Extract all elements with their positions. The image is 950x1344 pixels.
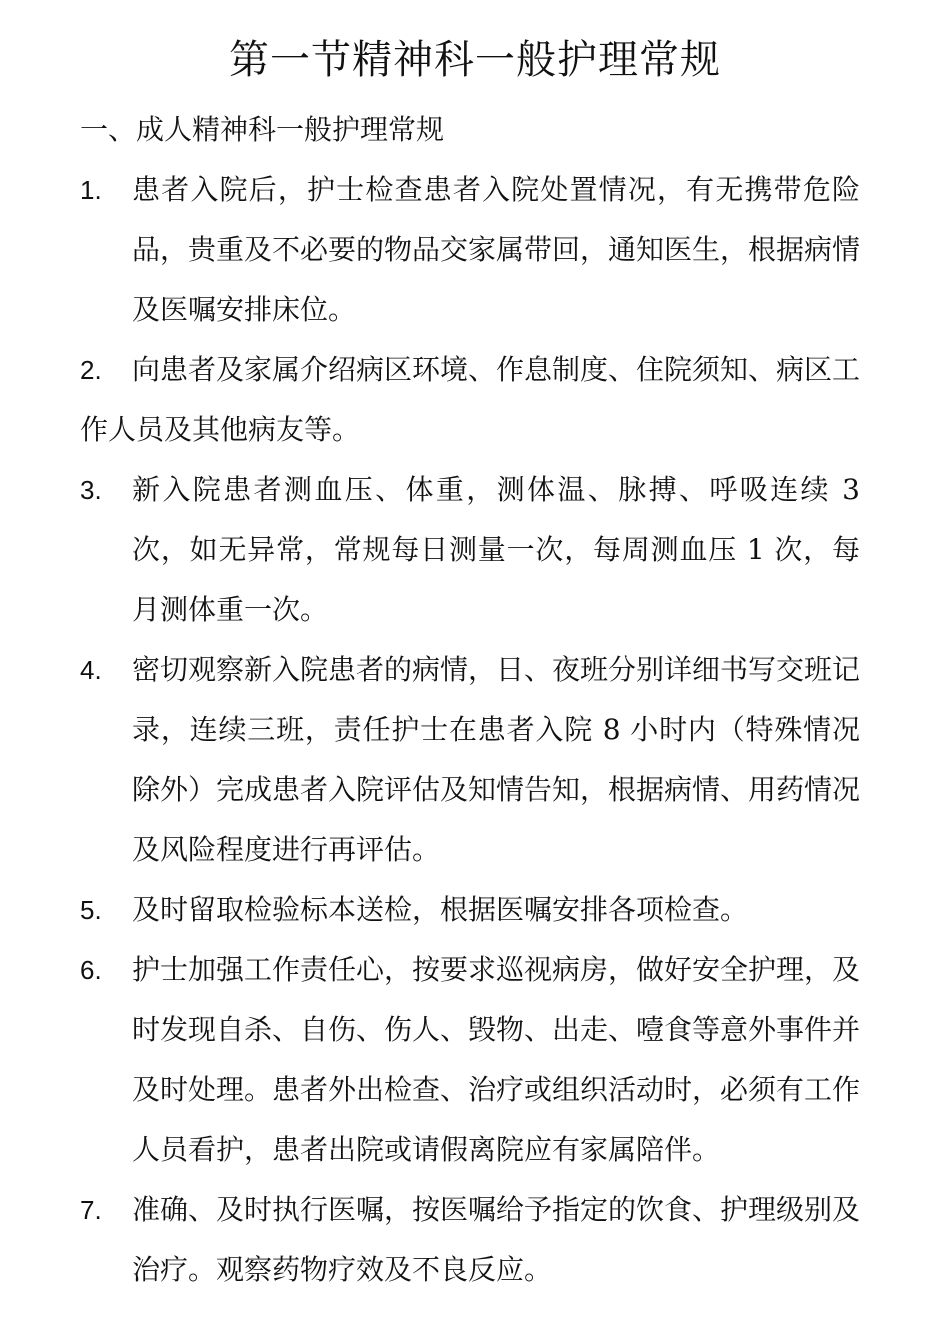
- list-item-number: 2.: [80, 355, 102, 385]
- document-title: 第一节精神科一般护理常规: [229, 37, 721, 83]
- list-item-text: 准确、及时执行医嘱，按医嘱给予指定的饮食、护理级别及治疗。观察药物疗效及不良反应。: [132, 1193, 861, 1286]
- list-item-text: 及时留取检验标本送检，根据医嘱安排各项检查。: [132, 893, 749, 926]
- list-item-text: 向患者及家属介绍病区环境、作息制度、住院须知、病区工作人员及其他病友等。: [80, 353, 861, 446]
- list-item-text: 患者入院后，护士检查患者入院处置情况，有无携带危险品，贵重及不必要的物品交家属带回，通知医生，根据病情及医嘱安排床位。: [132, 173, 861, 326]
- list-item: [80, 1180, 860, 1300]
- list-item: [80, 340, 860, 460]
- list-item-text: 护士加强工作责任心，按要求巡视病房，做好安全护理，及时发现自杀、自伤、伤人、毁物、出走、噎食等意外事件并及时处理。患者外出检查、治疗或组织活动时，必须有工作人员看护，患者出院或请假离院应有家属陪伴。: [132, 953, 861, 1166]
- section-heading: 一、成人精神科一般护理常规: [80, 113, 445, 146]
- list-item: [80, 940, 860, 1180]
- list-item-text: 新入院患者测血压、体重，测体温、脉搏、呼吸连续 3 次，如无异常，常规每日测量一次，每周测血压 1 次，每月测体重一次。: [132, 473, 860, 626]
- list-item-number: 5.: [80, 895, 102, 925]
- list-item-number: 6.: [80, 955, 102, 985]
- list-item-number: 1.: [80, 175, 102, 205]
- list-item: [80, 460, 860, 640]
- list-item-number: 3.: [80, 475, 102, 505]
- list-item: [80, 640, 860, 880]
- list-item: [80, 160, 860, 340]
- list-item-text: 密切观察新入院患者的病情，日、夜班分别详细书写交班记录，连续三班，责任护士在患者入院 8 小时内（特殊情况除外）完成患者入院评估及知情告知，根据病情、用药情况及风险程度进行再评估。: [132, 653, 861, 866]
- list-item: [80, 880, 860, 940]
- list-item-number: 4.: [80, 655, 102, 685]
- list-item-number: 7.: [80, 1195, 102, 1225]
